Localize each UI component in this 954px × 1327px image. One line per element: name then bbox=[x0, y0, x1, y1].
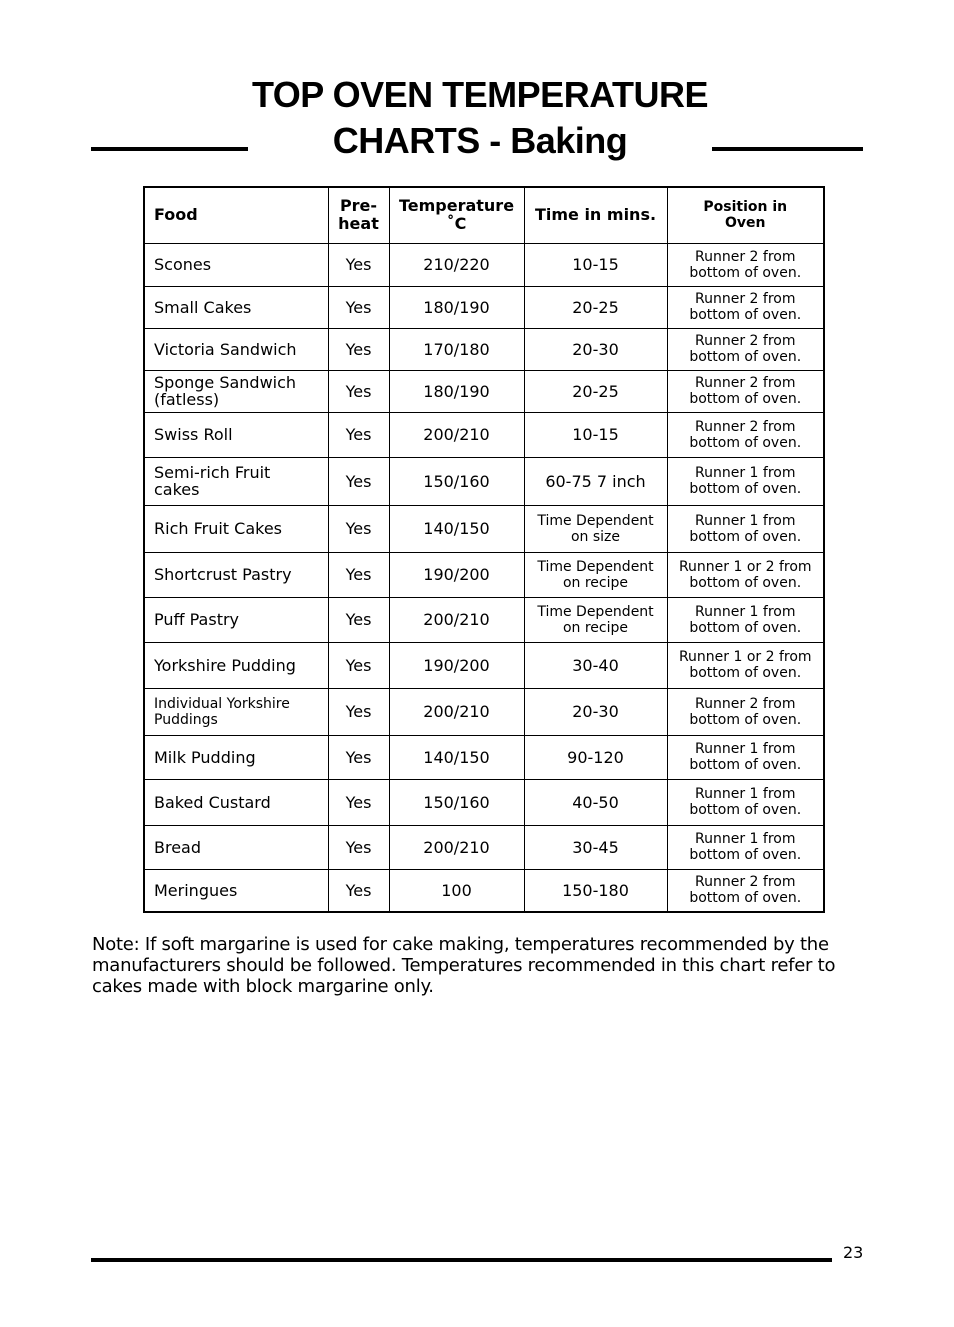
cell-time: 40-50 bbox=[524, 779, 667, 825]
cell-time: 20-25 bbox=[524, 370, 667, 412]
cell-preheat: Yes bbox=[328, 869, 389, 912]
cell-food: Small Cakes bbox=[144, 286, 328, 328]
cell-position: Runner 2 from bottom of oven. bbox=[667, 370, 824, 412]
cell-food: Rich Fruit Cakes bbox=[144, 505, 328, 552]
cell-time: 10-15 bbox=[524, 243, 667, 286]
table-row bbox=[144, 243, 824, 286]
cell-time: 10-15 bbox=[524, 412, 667, 457]
header-time: Time in mins. bbox=[524, 187, 667, 243]
cell-position: Runner 1 from bottom of oven. bbox=[667, 457, 824, 505]
table-row bbox=[144, 328, 824, 370]
cell-food: Meringues bbox=[144, 869, 328, 912]
cell-time: 30-45 bbox=[524, 825, 667, 869]
page-number: 23 bbox=[843, 1243, 864, 1262]
table-row bbox=[144, 552, 824, 597]
cell-preheat: Yes bbox=[328, 825, 389, 869]
cell-position: Runner 2 from bottom of oven. bbox=[667, 286, 824, 328]
note-text: Note: If soft margarine is used for cake making, temperatures recommended by the manufacturers should be followed. Temperatures recommended in this chart refer to cakes made with block margarine only. bbox=[92, 934, 836, 997]
cell-food: Swiss Roll bbox=[144, 412, 328, 457]
page-title-line-1: TOP OVEN TEMPERATURE bbox=[251, 74, 709, 115]
cell-food: Sponge Sandwich (fatless) bbox=[144, 370, 328, 412]
cell-preheat: Yes bbox=[328, 688, 389, 735]
cell-temperature: 210/220 bbox=[389, 243, 524, 286]
cell-time: 90-120 bbox=[524, 735, 667, 779]
cell-food: Milk Pudding bbox=[144, 735, 328, 779]
cell-food: Puff Pastry bbox=[144, 597, 328, 642]
cell-temperature: 200/210 bbox=[389, 688, 524, 735]
cell-position: Runner 2 from bottom of oven. bbox=[667, 328, 824, 370]
cell-temperature: 150/160 bbox=[389, 779, 524, 825]
cell-time: 20-30 bbox=[524, 328, 667, 370]
cell-position: Runner 2 from bottom of oven. bbox=[667, 243, 824, 286]
cell-position: Runner 2 from bottom of oven. bbox=[667, 688, 824, 735]
table-row bbox=[144, 370, 824, 412]
table-row bbox=[144, 869, 824, 912]
cell-temperature: 190/200 bbox=[389, 552, 524, 597]
cell-temperature: 140/150 bbox=[389, 735, 524, 779]
cell-time: 20-25 bbox=[524, 286, 667, 328]
table-row bbox=[144, 735, 824, 779]
cell-preheat: Yes bbox=[328, 735, 389, 779]
cell-position: Runner 1 or 2 from bottom of oven. bbox=[667, 642, 824, 688]
cell-food: Yorkshire Pudding bbox=[144, 642, 328, 688]
cell-food: Victoria Sandwich bbox=[144, 328, 328, 370]
cell-position: Runner 1 from bottom of oven. bbox=[667, 825, 824, 869]
baking-temperature-table bbox=[143, 186, 825, 913]
table-row bbox=[144, 688, 824, 735]
cell-food: Individual Yorkshire Puddings bbox=[144, 688, 328, 735]
cell-food: Scones bbox=[144, 243, 328, 286]
cell-preheat: Yes bbox=[328, 642, 389, 688]
header-food: Food bbox=[144, 187, 328, 243]
cell-temperature: 200/210 bbox=[389, 597, 524, 642]
cell-position: Runner 2 from bottom of oven. bbox=[667, 869, 824, 912]
cell-food: Semi-rich Fruit cakes bbox=[144, 457, 328, 505]
cell-preheat: Yes bbox=[328, 328, 389, 370]
cell-time: 20-30 bbox=[524, 688, 667, 735]
title-rule-right bbox=[712, 147, 863, 151]
cell-temperature: 180/190 bbox=[389, 370, 524, 412]
header-temperature: Temperature ˚C bbox=[389, 187, 524, 243]
table-row bbox=[144, 505, 824, 552]
cell-temperature: 100 bbox=[389, 869, 524, 912]
cell-temperature: 140/150 bbox=[389, 505, 524, 552]
cell-preheat: Yes bbox=[328, 370, 389, 412]
cell-preheat: Yes bbox=[328, 286, 389, 328]
cell-preheat: Yes bbox=[328, 505, 389, 552]
cell-preheat: Yes bbox=[328, 412, 389, 457]
cell-preheat: Yes bbox=[328, 457, 389, 505]
cell-time: Time Dependent on recipe bbox=[524, 552, 667, 597]
cell-preheat: Yes bbox=[328, 597, 389, 642]
cell-preheat: Yes bbox=[328, 779, 389, 825]
cell-time: 150-180 bbox=[524, 869, 667, 912]
cell-position: Runner 2 from bottom of oven. bbox=[667, 412, 824, 457]
cell-time: 30-40 bbox=[524, 642, 667, 688]
cell-food: Bread bbox=[144, 825, 328, 869]
cell-time: Time Dependent on recipe bbox=[524, 597, 667, 642]
cell-position: Runner 1 from bottom of oven. bbox=[667, 779, 824, 825]
cell-temperature: 180/190 bbox=[389, 286, 524, 328]
cell-position: Runner 1 from bottom of oven. bbox=[667, 505, 824, 552]
cell-time: Time Dependent on size bbox=[524, 505, 667, 552]
table-row bbox=[144, 779, 824, 825]
cell-preheat: Yes bbox=[328, 552, 389, 597]
table-row bbox=[144, 412, 824, 457]
cell-position: Runner 1 from bottom of oven. bbox=[667, 597, 824, 642]
table-row bbox=[144, 597, 824, 642]
table-body bbox=[144, 243, 824, 912]
cell-preheat: Yes bbox=[328, 243, 389, 286]
title-rule-left bbox=[91, 147, 248, 151]
header-preheat: Pre- heat bbox=[328, 187, 389, 243]
cell-temperature: 190/200 bbox=[389, 642, 524, 688]
page-title-line-2: CHARTS - Baking bbox=[332, 120, 628, 161]
cell-position: Runner 1 from bottom of oven. bbox=[667, 735, 824, 779]
table-row bbox=[144, 457, 824, 505]
table-row bbox=[144, 286, 824, 328]
cell-temperature: 150/160 bbox=[389, 457, 524, 505]
cell-temperature: 200/210 bbox=[389, 412, 524, 457]
cell-temperature: 200/210 bbox=[389, 825, 524, 869]
cell-position: Runner 1 or 2 from bottom of oven. bbox=[667, 552, 824, 597]
cell-food: Shortcrust Pastry bbox=[144, 552, 328, 597]
header-position: Position in Oven bbox=[667, 187, 824, 243]
table-header-row bbox=[144, 187, 824, 243]
table-row bbox=[144, 642, 824, 688]
table-row bbox=[144, 825, 824, 869]
cell-time: 60-75 7 inch bbox=[524, 457, 667, 505]
cell-food: Baked Custard bbox=[144, 779, 328, 825]
cell-temperature: 170/180 bbox=[389, 328, 524, 370]
footer-rule bbox=[91, 1258, 832, 1262]
